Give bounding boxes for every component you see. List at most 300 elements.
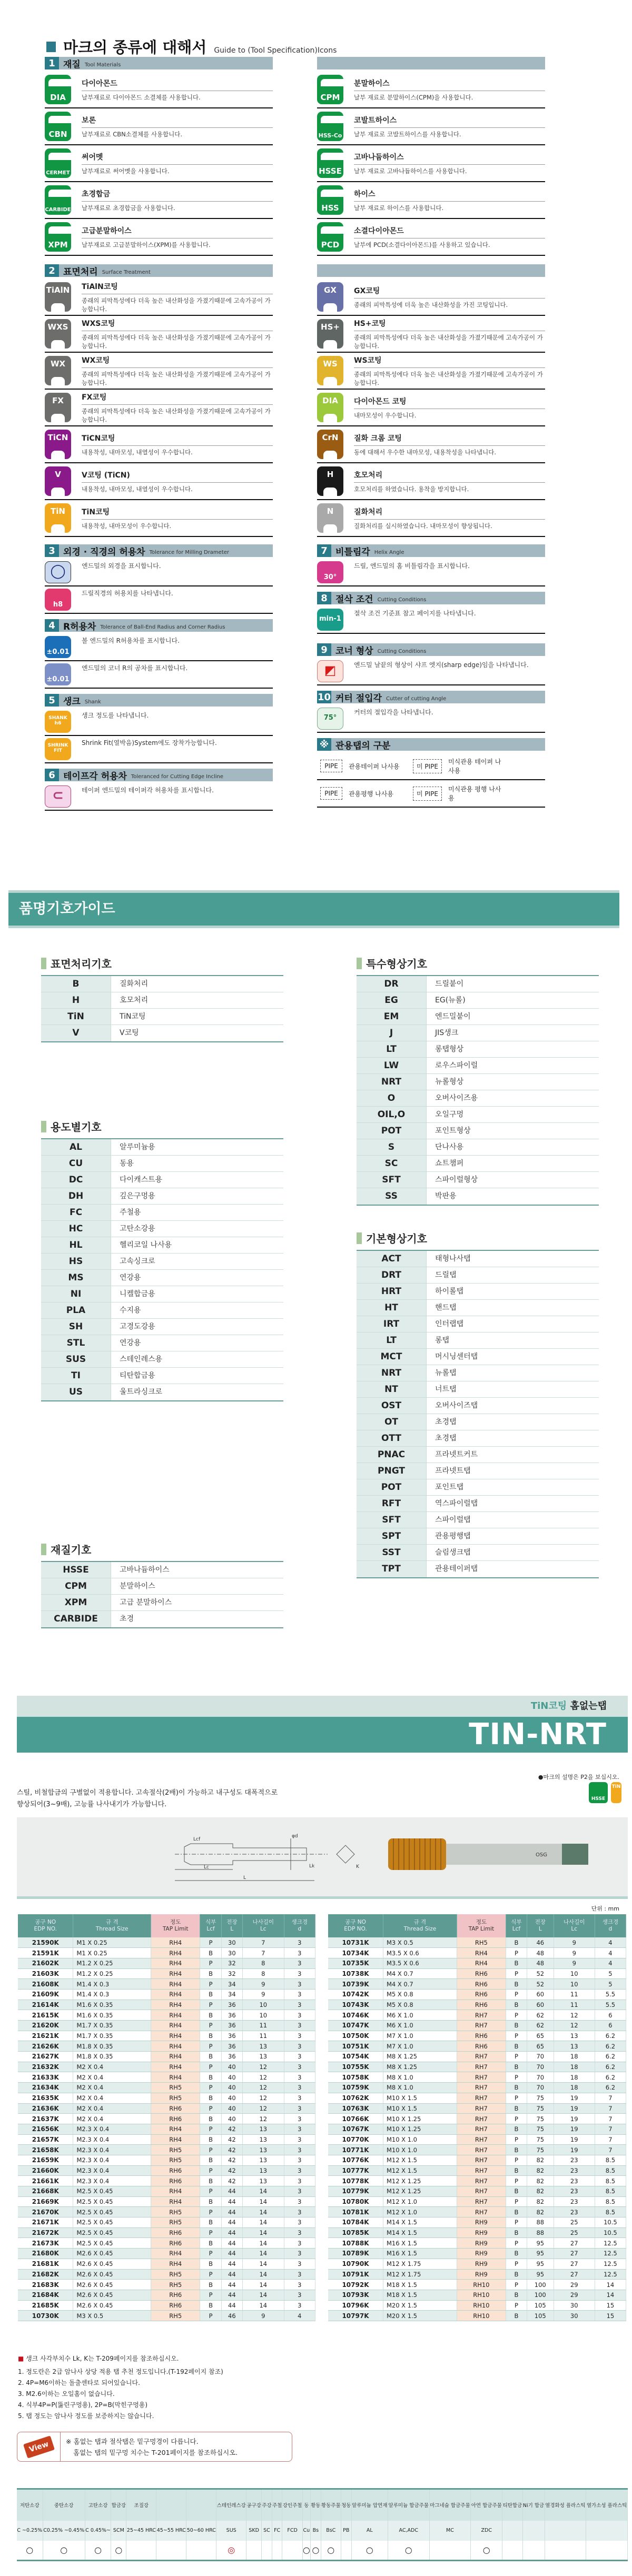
item-title: HS+코팅 [354, 318, 545, 331]
table-cell: 10770K [328, 2134, 383, 2145]
pipe-badge-icon: PIPE [320, 787, 342, 800]
symbol-code: FC [41, 1205, 111, 1220]
table-row [18, 2176, 315, 2186]
column-header [242, 1914, 284, 1937]
icon-hss-icon: HSS [317, 185, 343, 215]
table-cell: RH4 [151, 2000, 200, 2010]
table-cell: M10 X 1.0 [383, 2134, 457, 2145]
table-cell: 6.2 [595, 2041, 626, 2052]
table-cell: 3 [284, 2249, 315, 2259]
svg-text:L: L [243, 1875, 246, 1881]
item-title: TiAlN코팅 [82, 281, 273, 294]
table-cell: 21637K [18, 2114, 73, 2124]
table-cell: B [506, 2165, 527, 2176]
column-header-en: EDP NO. [34, 1926, 57, 1932]
table-row [328, 1937, 626, 1948]
item-title: 고바나듐하이스 [354, 152, 545, 165]
material-cell [502, 2521, 522, 2541]
symbol-code: PNAC [357, 1447, 427, 1463]
symbol-code: DR [357, 976, 427, 992]
symbol-meaning: 포인트형상 [435, 1127, 471, 1135]
symbol-code: ACT [357, 1251, 427, 1267]
table-cell: 7 [595, 2145, 626, 2155]
material-row [17, 2521, 628, 2541]
item-text [82, 316, 273, 352]
item-text [354, 353, 545, 389]
table-cell: 13 [242, 2145, 284, 2155]
guide-item [317, 219, 545, 256]
material-cell: ○ [388, 2541, 429, 2561]
table-cell: RH5 [151, 2093, 200, 2103]
icon-shank-h6-icon: SHANK h6 [45, 711, 71, 733]
column-header-kr: 나사길이 [563, 1919, 585, 1926]
symbol-code: LT [357, 1041, 427, 1057]
table-cell: M5 X 0.8 [383, 2000, 457, 2010]
table-cell: 40 [221, 2093, 242, 2103]
table-cell: M1.2 X 0.25 [73, 1958, 151, 1968]
table-cell: 34 [221, 1989, 242, 2000]
symbol-meaning: 드릴탭 [435, 1271, 457, 1279]
table-cell: 27 [554, 2238, 595, 2249]
table-cell: B [506, 2249, 527, 2259]
table-cell: 14 [242, 2207, 284, 2217]
table-cell: M12 X 1.25 [383, 2186, 457, 2197]
material-cell: SKD [246, 2521, 262, 2541]
spacer [45, 614, 273, 619]
table-row [18, 2083, 315, 2093]
table-cell: M10 X 1.5 [383, 2093, 457, 2103]
table-cell: P [200, 2269, 221, 2280]
material-cell: SC [262, 2521, 272, 2541]
table-cell: RH5 [151, 2217, 200, 2228]
table-row [328, 2290, 626, 2300]
basic-symbol-table: 기본형상기호 ACT 태형나사탭 DRT 드릴탭 HRT 하이롤탭 HT 핸드탭 IRT 인터랩탭 LT 롱탭 MCT 머시닝센터탭 NRT 뉴롤탭 NT 너트탭 OST 오버사이즈탭 OT 초경탭 OTT 초경탭 PNAC 프라넷트커트 PNGT 프라넷트탭 POT 포인트탭 RFT 역스파이럴탭 SFT 스파이럴탭 SPT 관용평행탭 SST 슬림생크탭 TPT 관용테이퍼탭 [357, 1230, 599, 1578]
table-cell: M1 X 0.25 [73, 1937, 151, 1948]
table-cell: 44 [221, 2227, 242, 2238]
material-cell: AL [351, 2521, 388, 2541]
table-cell: 10797K [328, 2311, 383, 2321]
material-cell: 50~60 HRC [186, 2521, 216, 2541]
item-text [82, 736, 273, 762]
table-cell: 10743K [328, 2000, 383, 2010]
table-row [328, 2041, 626, 2052]
product-table-left [18, 1914, 315, 2321]
table-cell: 10791K [328, 2269, 383, 2280]
table-cell: 13 [242, 2176, 284, 2186]
table-cell: RH5 [151, 2269, 200, 2280]
table-cell: B [506, 2062, 527, 2072]
material-cell: SUS [216, 2521, 246, 2541]
table-cell: 3 [284, 2010, 315, 2021]
table-cell: M1.6 X 0.35 [73, 2000, 151, 2010]
symbol-meaning: 초경 [120, 1615, 134, 1623]
table-cell: 13 [242, 2041, 284, 2052]
table-cell: M2.5 X 0.45 [73, 2227, 151, 2238]
symbol-meaning: V코팅 [120, 1029, 139, 1037]
table-cell: 75 [527, 2134, 554, 2145]
table-cell: 21634K [18, 2083, 73, 2093]
symbol-meaning: 인터랩탭 [435, 1320, 464, 1328]
symbol-row [357, 1496, 599, 1512]
table-cell: 12.5 [595, 2269, 626, 2280]
column-header-en: Lcf [512, 1926, 521, 1932]
guide-item [45, 390, 273, 426]
spacer [45, 537, 273, 544]
icon-dia-icon: DIA [317, 393, 343, 422]
table-row [18, 2207, 315, 2217]
table-cell: RH4 [151, 1948, 200, 1958]
table-cell: P [200, 2249, 221, 2259]
item-text [354, 219, 545, 255]
symbol-row [41, 1286, 283, 1302]
section-title: 외경 · 직경의 허용차 [63, 546, 145, 558]
material-cell [186, 2541, 216, 2561]
column-header-kr: 공구 NO [35, 1919, 56, 1926]
column-header-en: d [608, 1926, 613, 1932]
material-cell: 45~55 HRC [156, 2521, 186, 2541]
product-badges [589, 1782, 621, 1803]
symbol-row [41, 1562, 283, 1578]
table-cell: M20 X 1.5 [383, 2300, 457, 2311]
table-cell: M8 X 1.25 [383, 2052, 457, 2062]
table-cell: 44 [221, 2196, 242, 2207]
item-description: 호모처리를 하였습니다. 용착을 방지합니다. [354, 485, 469, 493]
table-cell: P [506, 2031, 527, 2041]
table-cell: B [506, 2227, 527, 2238]
symbol-meaning: 수지용 [120, 1306, 141, 1315]
table-cell: RH9 [457, 2217, 506, 2228]
item-title: TiCN코팅 [82, 433, 273, 446]
section-title: R허용차 [63, 621, 96, 632]
symbol-row [41, 1254, 283, 1270]
table-cell: 42 [221, 2124, 242, 2134]
table-cell: 29 [554, 2290, 595, 2300]
symbol-code: DH [41, 1188, 111, 1204]
table-row [328, 2010, 626, 2021]
column-header [151, 1914, 200, 1937]
table-row [328, 2145, 626, 2155]
column-header [328, 1914, 383, 1937]
table-row [18, 2300, 315, 2311]
item-text [354, 145, 545, 181]
table-row [328, 2227, 626, 2238]
icon-xpm-icon: XPM [45, 222, 71, 252]
table-cell: M12 X 1.5 [383, 2155, 457, 2165]
table-row [18, 2217, 315, 2228]
item-description: 날부 재료로 고바나듐하이스를 사용합니다. [354, 167, 467, 175]
table-cell: M18 X 1.5 [383, 2280, 457, 2290]
table-cell: 19 [554, 2134, 595, 2145]
table-cell: 7 [242, 1948, 284, 1958]
table-cell: M1.7 X 0.35 [73, 2031, 151, 2041]
svg-text:OSG: OSG [536, 1852, 547, 1858]
table-cell: 10 [242, 2010, 284, 2021]
table-cell: 10771K [328, 2145, 383, 2155]
icon-min-1-icon: min-1 [317, 609, 343, 631]
table-cell: 10790K [328, 2259, 383, 2269]
symbol-meaning: 프라넷트탭 [435, 1467, 471, 1475]
table-cell: 3 [284, 2134, 315, 2145]
table-cell: RH4 [151, 2124, 200, 2134]
item-description: 테이퍼 엔드밀의 테이퍼각 허용차를 표시합니다. [82, 787, 214, 794]
table-cell: 95 [527, 2269, 554, 2280]
material-row [17, 2489, 628, 2521]
table-cell: RH6 [457, 1979, 506, 1990]
table-cell: RH6 [151, 2227, 200, 2238]
table-cell: RH5 [457, 1937, 506, 1948]
table-cell: 6.2 [595, 2062, 626, 2072]
table-cell: 75 [527, 2145, 554, 2155]
table-cell: RH4 [151, 2196, 200, 2207]
mark-note: ●마크의 설명은 P2을 보십시오. [538, 1774, 619, 1781]
symbol-code: RFT [357, 1496, 427, 1511]
table-cell: RH5 [151, 2145, 200, 2155]
table-cell: 14 [242, 2238, 284, 2249]
item-text [82, 634, 273, 660]
item-text [82, 390, 273, 425]
table-cell: M3.5 X 0.6 [383, 1958, 457, 1968]
table-cell: P [200, 2083, 221, 2093]
table-cell: 19 [554, 2145, 595, 2155]
table-cell: P [200, 1958, 221, 1968]
item-text [354, 72, 545, 107]
material-cell [262, 2541, 272, 2561]
table-cell: 11 [242, 2031, 284, 2041]
item-description: 동에 대해서 우수한 내마모성, 내용착성을 나타냅니다. [354, 448, 496, 456]
table-row [18, 2124, 315, 2134]
table-cell: 14 [242, 2290, 284, 2300]
table-cell: B [506, 2083, 527, 2093]
table-cell: B [200, 2238, 221, 2249]
product-description: 스틸, 비철합금의 구별없이 적용합니다. 고속절삭(2배)이 가능하고 내구성도 대폭적으로 향상되어(3~9배), 고능률 나사내기가 가능합니다. [17, 1789, 278, 1808]
guide-item [45, 736, 273, 763]
table-cell: 10746K [328, 2010, 383, 2021]
column-header [18, 1914, 73, 1937]
table-row [18, 2103, 315, 2114]
column-header-kr: 식부 [205, 1919, 216, 1926]
table-cell: 88 [527, 2227, 554, 2238]
guide-item [45, 426, 273, 463]
table-cell: RH7 [457, 2186, 506, 2197]
symbol-row [41, 1025, 283, 1041]
item-text [82, 709, 273, 735]
item-text [354, 279, 545, 315]
symbol-meaning: 울트라싱크로 [120, 1388, 163, 1396]
table-cell: RH7 [457, 2124, 506, 2134]
table-cell: 14 [242, 2227, 284, 2238]
table-cell: RH10 [457, 2290, 506, 2300]
material-cell [545, 2541, 586, 2561]
symbol-code: NRT [357, 1074, 427, 1090]
column-header-kr: 정도 [170, 1919, 181, 1926]
table-cell: P [506, 2114, 527, 2124]
table-cell: M12 X 1.75 [383, 2269, 457, 2280]
symbol-meaning: 프라넷트커트 [435, 1450, 478, 1459]
table-cell: P [506, 2300, 527, 2311]
symbol-meaning: 박판용 [435, 1192, 457, 1200]
material-cell: ○ [321, 2541, 341, 2561]
spacer [317, 537, 545, 544]
table-cell: 21591K [18, 1948, 73, 1958]
item-description: 내용착성, 내마모성이 우수합니다. [82, 522, 172, 530]
guide-item [45, 182, 273, 219]
guide-title: 마크의 종류에 대해서 Guide to (Tool Specification)Icons [46, 36, 337, 57]
table-cell: 7 [595, 2093, 626, 2103]
table-cell: B [200, 2052, 221, 2062]
guide-item [317, 279, 545, 316]
note-item: 4. 식부4P=P(뚫린구멍용), 2P=B(막힌구멍용) [18, 2401, 148, 2409]
table-cell: 9 [242, 1979, 284, 1990]
item-text [82, 182, 273, 218]
table-cell: 10793K [328, 2290, 383, 2300]
item-text [82, 108, 273, 144]
symbol-code: SPT [357, 1528, 427, 1544]
table-cell: 44 [221, 2300, 242, 2311]
column-header-kr: 정도 [476, 1919, 487, 1926]
table-cell: 21659K [18, 2155, 73, 2165]
material-cell: ○ [85, 2541, 111, 2561]
symbol-row [357, 1172, 599, 1188]
symbol-code: OT [357, 1414, 427, 1430]
item-description: 날부재료로 다이아몬드 소결체를 사용합니다. [82, 93, 201, 101]
symbol-row [357, 976, 599, 992]
table-cell: RH4 [151, 2249, 200, 2259]
table-cell: 70 [527, 2072, 554, 2083]
table-cell: P [200, 2000, 221, 2010]
symbol-row [357, 1139, 599, 1156]
material-cell: Cu [302, 2521, 310, 2541]
section-subtitle: Cutter of cutting Angle [386, 696, 447, 702]
table-cell: 14 [242, 2217, 284, 2228]
table-cell: 18 [554, 2072, 595, 2083]
table-cell: 21627K [18, 2052, 73, 2062]
table-cell: 14 [242, 2186, 284, 2197]
section-header [45, 57, 273, 69]
material-cell [186, 2489, 216, 2521]
table-cell: 14 [242, 2196, 284, 2207]
table-cell: 10755K [328, 2062, 383, 2072]
table-cell: M16 X 1.5 [383, 2249, 457, 2259]
table-cell: 21657K [18, 2134, 73, 2145]
table-cell: M2 X 0.4 [73, 2114, 151, 2124]
table-cell: M2.3 X 0.4 [73, 2145, 151, 2155]
table-cell: 82 [527, 2155, 554, 2165]
table-cell: 82 [527, 2165, 554, 2176]
table-cell: 3 [284, 1958, 315, 1968]
table-cell: 10766K [328, 2114, 383, 2124]
table-cell: M3 X 0.5 [383, 1937, 457, 1948]
column-header-kr: 나사길이 [252, 1919, 274, 1926]
table-cell: 21609K [18, 1989, 73, 2000]
symbol-meaning: 오버사이즈탭 [435, 1401, 478, 1410]
table-cell: M2 X 0.4 [73, 2083, 151, 2093]
symbol-row [357, 1398, 599, 1414]
table-cell: 36 [221, 2021, 242, 2031]
symbol-meaning: 쇼트챔퍼 [435, 1159, 464, 1168]
section-header [317, 544, 545, 557]
section-header [317, 691, 545, 703]
icon-tialn-icon: TiAlN [45, 282, 71, 312]
table-row [328, 2207, 626, 2217]
table-cell: 21668K [18, 2186, 73, 2197]
table-cell: P [200, 2207, 221, 2217]
item-title: FX코팅 [82, 392, 273, 405]
spacer [45, 689, 273, 694]
table-cell: P [506, 2052, 527, 2062]
section-number: 4 [45, 619, 59, 632]
table-cell: 12 [242, 2093, 284, 2103]
column-header-kr: 규 격 [105, 1919, 118, 1926]
symbol-meaning: 다이캐스트용 [120, 1176, 163, 1184]
symbol-row [41, 1595, 283, 1611]
item-title: WS코팅 [354, 355, 545, 368]
table-cell: M3.5 X 0.6 [383, 1948, 457, 1958]
table-cell: 23 [554, 2165, 595, 2176]
table-cell: 21684K [18, 2290, 73, 2300]
section-header [317, 738, 545, 751]
table-row [18, 2238, 315, 2249]
symbol-code: CARBIDE [41, 1611, 111, 1627]
table-row [18, 2031, 315, 2041]
item-text [82, 219, 273, 255]
pipe-label: 미식관용 테이퍼 나사용 [448, 758, 501, 774]
symbol-code: S [357, 1139, 427, 1155]
note-item: 2. 4P=M6이하는 돌출센타로 되어있습니다. [18, 2379, 140, 2386]
table-cell: P [506, 2217, 527, 2228]
table-cell: 95 [527, 2249, 554, 2259]
material-cell: FC [272, 2521, 282, 2541]
table-cell: M12 X 1.75 [383, 2259, 457, 2269]
item-description: 내마모성이 우수합니다. [354, 411, 417, 419]
table-cell: 3 [284, 2041, 315, 2052]
table-cell: P [200, 2021, 221, 2031]
product-name: TIN-NRT [17, 1717, 628, 1753]
table-cell: 36 [221, 2010, 242, 2021]
table-cell: 48 [527, 1958, 554, 1968]
item-description: 드릴, 엔드밀의 홈 비틀림각을 표시합니다. [354, 562, 470, 570]
material-cell: ○ [17, 2541, 43, 2561]
item-description: 종래의 피막특성에 더욱 높은 내산화성을 가진 코팅입니다. [354, 301, 508, 309]
table-row [18, 2196, 315, 2207]
table-cell: 82 [527, 2207, 554, 2217]
table-cell: B [200, 2072, 221, 2083]
table-row [18, 2134, 315, 2145]
section-subtitle: Surface Treatment [102, 270, 151, 275]
item-description: 드릴직경의 허용치를 나타냅니다. [82, 590, 173, 597]
table-cell: 3 [284, 2280, 315, 2290]
product-table-right [328, 1914, 626, 2321]
symbol-row [41, 1319, 283, 1335]
item-text [354, 500, 545, 536]
table-cell: B [506, 2186, 527, 2197]
table-cell: 82 [527, 2176, 554, 2186]
table-row [328, 2165, 626, 2176]
table-cell: RH7 [457, 2093, 506, 2103]
table-cell: RH7 [457, 2196, 506, 2207]
table-cell: RH4 [457, 1958, 506, 1968]
item-description: 날부에 PCD(소결다이아몬드)를 사용하고 있습니다. [354, 241, 490, 248]
icon-pcd-icon: PCD [317, 222, 343, 252]
guide-item [317, 390, 545, 426]
item-description: 엔드밀의 외경을 표시합니다. [82, 562, 161, 570]
table-cell: P [200, 2186, 221, 2197]
symbol-row [357, 1414, 599, 1430]
item-text [354, 463, 545, 499]
icon-dia-icon: DIA [45, 75, 71, 104]
table-cell: M1 X 0.25 [73, 1948, 151, 1958]
symbol-meaning: 고급 분말하이스 [120, 1598, 172, 1607]
material-cell: 합금강 [111, 2489, 126, 2521]
